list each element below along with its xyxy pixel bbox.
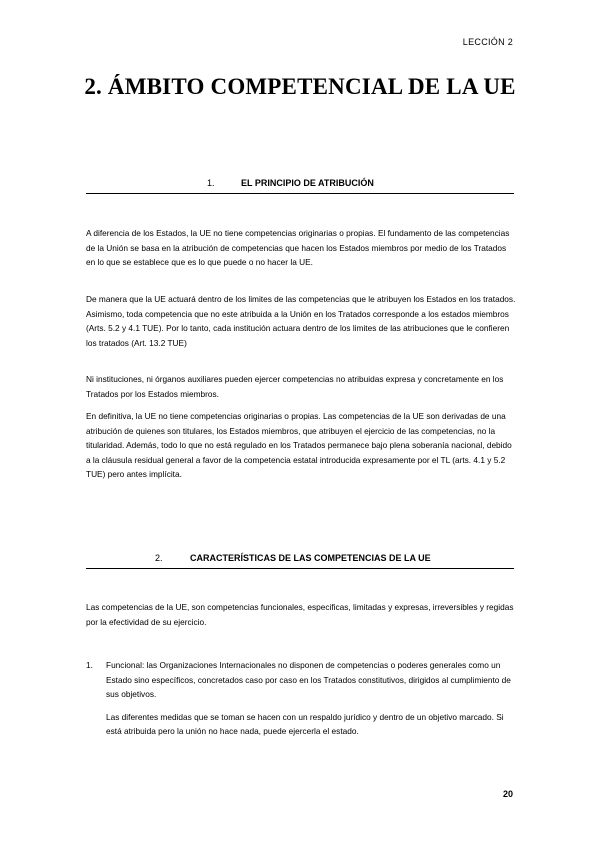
section-heading-2 [86,553,514,569]
section-number: 1. [207,178,215,188]
paragraph: En definitiva, la UE no tiene competencias originarias o propias. Las competencias de la UE son derivadas de una atribución de quienes son titulares, los Estados miembros, que atribuyen el ejercicio de las competencias, no la titularidad. Además, todo lo que no está regulado en los Tratados permanece bajo plena soberanía nacional, debido a la cláusula residual general a favor de la competencia estatal introducida expresamente por el TL (arts. 4.1 y 5.2 TUE) pero antes implícita. [86,411,512,480]
list-item [86,658,516,739]
section-number: 2. [155,553,163,563]
list-item-subparagraph: Las diferentes medidas que se toman se hacen con un respaldo jurídico y dentro de un objetivo marcado. Si está atribuida pero la unión no hace nada, puede ejercerla el estado. [106,711,504,737]
page-title: 2. ÁMBITO COMPETENCIAL DE LA UE [84,74,516,99]
paragraph: Ni instituciones, ni órganos auxiliares pueden ejercer competencias no atribuidas expresa y concretamente en los Tratados por los Estados miembros. [86,374,504,399]
paragraph: De manera que la UE actuará dentro de los limites de las competencias que le atribuyen los Estados en los tratados. Asimismo, toda competencia que no este atribuida a la Unión en los Tratados corresponde a los estados miembros (Arts. 5.2 y 4.1 TUE). Por lo tanto, cada institución actuara dentro de los limites de las atribuciones que le confieren los tratados (Art. 13.2 TUE) [86,294,516,348]
section-title: CARACTERÍSTICAS DE LAS COMPETENCIAS DE LA UE [190,553,431,563]
paragraph: Las competencias de la UE, son competencias funcionales, especificas, limitadas y expresas, irreversibles y regidas por la efectividad de su ejercicio. [86,602,514,627]
page-number: 20 [502,789,513,799]
section-title: EL PRINCIPIO DE ATRIBUCIÓN [241,178,374,188]
section-heading-1 [86,178,514,194]
list-item-text: Funcional: las Organizaciones Internacionales no disponen de competencias o poderes generales como un Estado sino específicos, concretados caso por caso en los Tratados constitutivos, dirigidos al cumplimiento de sus objetivos. [106,660,511,700]
list-marker: 1. [86,660,93,670]
lesson-label: LECCIÓN 2 [462,37,513,47]
paragraph: A diferencia de los Estados, la UE no tiene competencias originarias o propias. El fundamento de las competencias de la Unión se basa en la atribución de competencias que hacen los Estados miembros por medio de los Tratados en lo que se establece que es lo que puede o no hacer la UE. [86,228,510,268]
